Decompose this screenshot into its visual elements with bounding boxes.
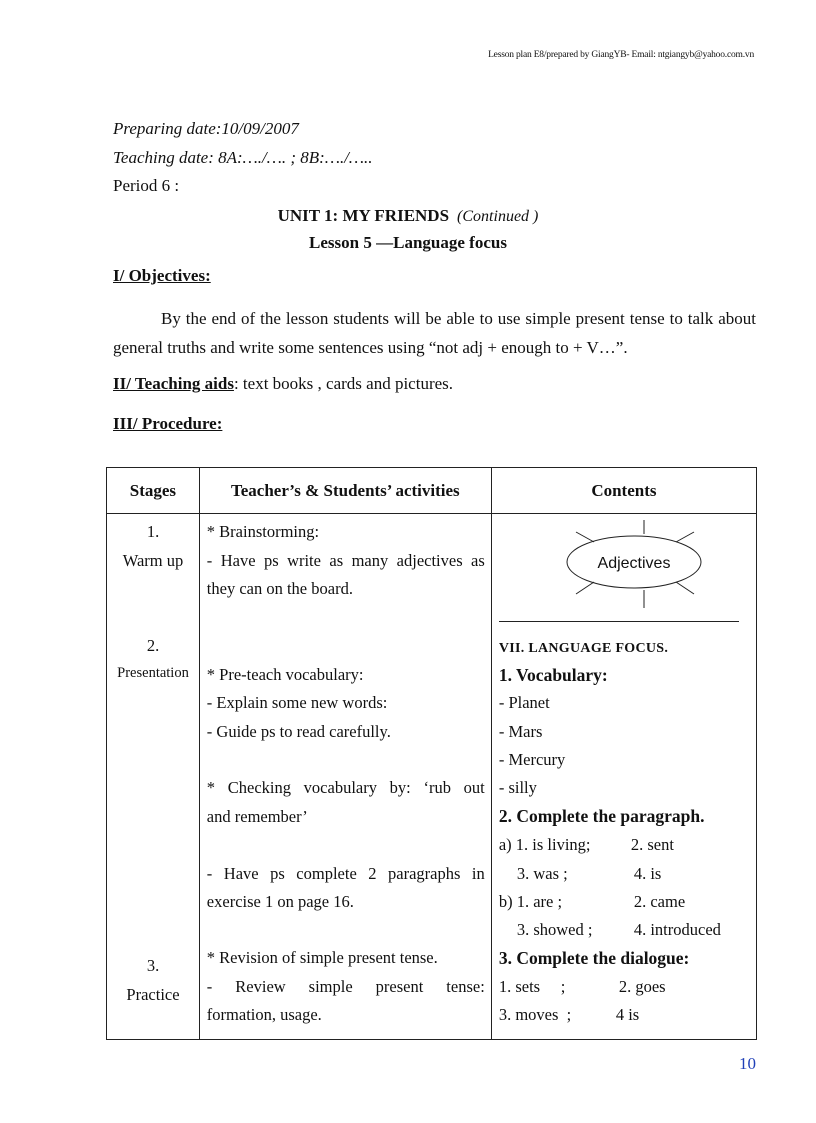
- word: Have: [223, 864, 259, 883]
- word: ps: [263, 551, 279, 570]
- activity-preteach: * Pre-teach vocabulary:: [206, 665, 364, 684]
- word: in: [471, 864, 485, 883]
- activity-formation: formation, usage.: [206, 1005, 322, 1024]
- activity-exercise: exercise 1 on page 16.: [206, 892, 354, 911]
- stage-2-name: Presentation: [117, 665, 189, 681]
- answer-b3: 3. showed ;: [516, 920, 593, 939]
- contents-cell: [491, 514, 756, 1040]
- unit-title-text: UNIT 1: MY FRIENDS: [277, 206, 450, 225]
- answer-a2: 2. sent: [630, 835, 674, 854]
- teaching-date: Teaching date: 8A:…./…. ; 8B:…./…..: [113, 148, 373, 167]
- procedure-table: [106, 467, 757, 1040]
- preparing-date: Preparing date:10/09/2007: [113, 119, 299, 138]
- dialogue-answer-2: 2. goes: [618, 977, 666, 996]
- word: vocabulary: [303, 778, 377, 797]
- activity-checking: [207, 778, 485, 798]
- word: adjectives: [396, 551, 463, 570]
- header-contents: Contents: [491, 468, 756, 514]
- table-header-row: [107, 468, 757, 514]
- word: out: [463, 778, 485, 797]
- dialogue-heading: 3. Complete the dialogue:: [498, 948, 690, 968]
- objectives-text: By the end of the lesson students will be able to use simple present tense to talk about general truths and write some sentences using “not adj + enough to + V…”.: [113, 309, 756, 357]
- table-row: [107, 514, 757, 1040]
- stage-1-name: Warm up: [122, 551, 184, 570]
- procedure-heading: III/ Procedure:: [113, 414, 223, 433]
- adjectives-diagram: [554, 518, 714, 610]
- objectives-heading: I/ Objectives:: [113, 266, 211, 285]
- section-divider: [499, 621, 739, 622]
- word: *: [206, 778, 216, 797]
- activity-revision: * Revision of simple present tense.: [206, 948, 438, 967]
- stages-cell: [107, 514, 200, 1040]
- activities-cell: [199, 514, 491, 1040]
- word: ‘rub: [423, 778, 451, 797]
- dialogue-answer-3: 3. moves ;: [498, 1005, 572, 1024]
- word: Checking: [227, 778, 291, 797]
- stage-2-number: 2.: [146, 636, 160, 655]
- word: tense:: [446, 977, 485, 996]
- stage-3-name: Practice: [126, 985, 180, 1004]
- lesson-title: Lesson 5 —Language focus: [309, 233, 507, 252]
- activity-explain: - Explain some new words:: [206, 693, 388, 712]
- paragraph-heading: 2. Complete the paragraph.: [498, 806, 705, 826]
- answer-a3: 3. was ;: [516, 864, 568, 883]
- ray-top-right: [676, 532, 694, 542]
- vocab-silly: - silly: [498, 778, 537, 797]
- word: paragraphs: [388, 864, 461, 883]
- answer-a1: a) 1. is living;: [498, 835, 591, 854]
- header-stages: Stages: [107, 468, 200, 514]
- teaching-aids: [113, 374, 453, 394]
- bubble-text: Adjectives: [597, 555, 671, 572]
- dialogue-answer-1: 1. sets ;: [498, 977, 566, 996]
- word: as: [471, 551, 485, 570]
- word: by:: [389, 778, 411, 797]
- unit-continued: (Continued ): [457, 208, 539, 225]
- word: -: [206, 551, 213, 570]
- answer-a4: 4. is: [633, 864, 662, 883]
- ray-bottom-left: [576, 582, 594, 594]
- unit-title: [0, 206, 816, 226]
- ray-top-left: [576, 532, 594, 542]
- aids-heading: II/ Teaching aids: [113, 374, 234, 393]
- word: -: [206, 864, 213, 883]
- word: ps: [270, 864, 285, 883]
- vocab-mercury: - Mercury: [498, 750, 566, 769]
- word: -: [206, 977, 213, 996]
- answer-b4: 4. introduced: [633, 920, 721, 939]
- vocab-mars: - Mars: [498, 722, 543, 741]
- vocab-heading: 1. Vocabulary:: [498, 665, 608, 685]
- activity-on-board: they can on the board.: [206, 579, 353, 598]
- word: as: [329, 551, 344, 570]
- dialogue-answer-4: 4 is: [615, 1005, 640, 1024]
- vocab-planet: - Planet: [498, 693, 550, 712]
- page-number: 10: [739, 1054, 756, 1073]
- header-activities: Teacher’s & Students’ activities: [199, 468, 491, 514]
- activity-brainstorming: * Brainstorming:: [206, 522, 320, 541]
- activity-review: [207, 977, 485, 997]
- period: Period 6 :: [113, 176, 180, 195]
- answer-b2: 2. came: [633, 892, 686, 911]
- language-focus-title: VII. LANGUAGE FOCUS.: [498, 641, 669, 656]
- word: 2: [368, 864, 377, 883]
- activity-guide: - Guide ps to read carefully.: [206, 722, 391, 741]
- stage-3-number: 3.: [146, 956, 160, 975]
- answer-b1: b) 1. are ;: [498, 892, 563, 911]
- header-note: Lesson plan E8/prepared by GiangYB- Email: ntgiangyb@yahoo.com.vn: [488, 50, 754, 60]
- word: complete: [296, 864, 357, 883]
- word: write: [287, 551, 321, 570]
- word: Review: [235, 977, 286, 996]
- activity-write-adjectives: [207, 551, 485, 571]
- word: present: [375, 977, 424, 996]
- ray-bottom-right: [676, 582, 694, 594]
- word: simple: [308, 977, 353, 996]
- aids-text: : text books , cards and pictures.: [233, 374, 454, 393]
- activity-complete: [207, 864, 485, 884]
- stage-1-number: 1.: [146, 522, 160, 541]
- word: Have: [220, 551, 256, 570]
- activity-remember: and remember’: [206, 807, 308, 826]
- word: many: [351, 551, 389, 570]
